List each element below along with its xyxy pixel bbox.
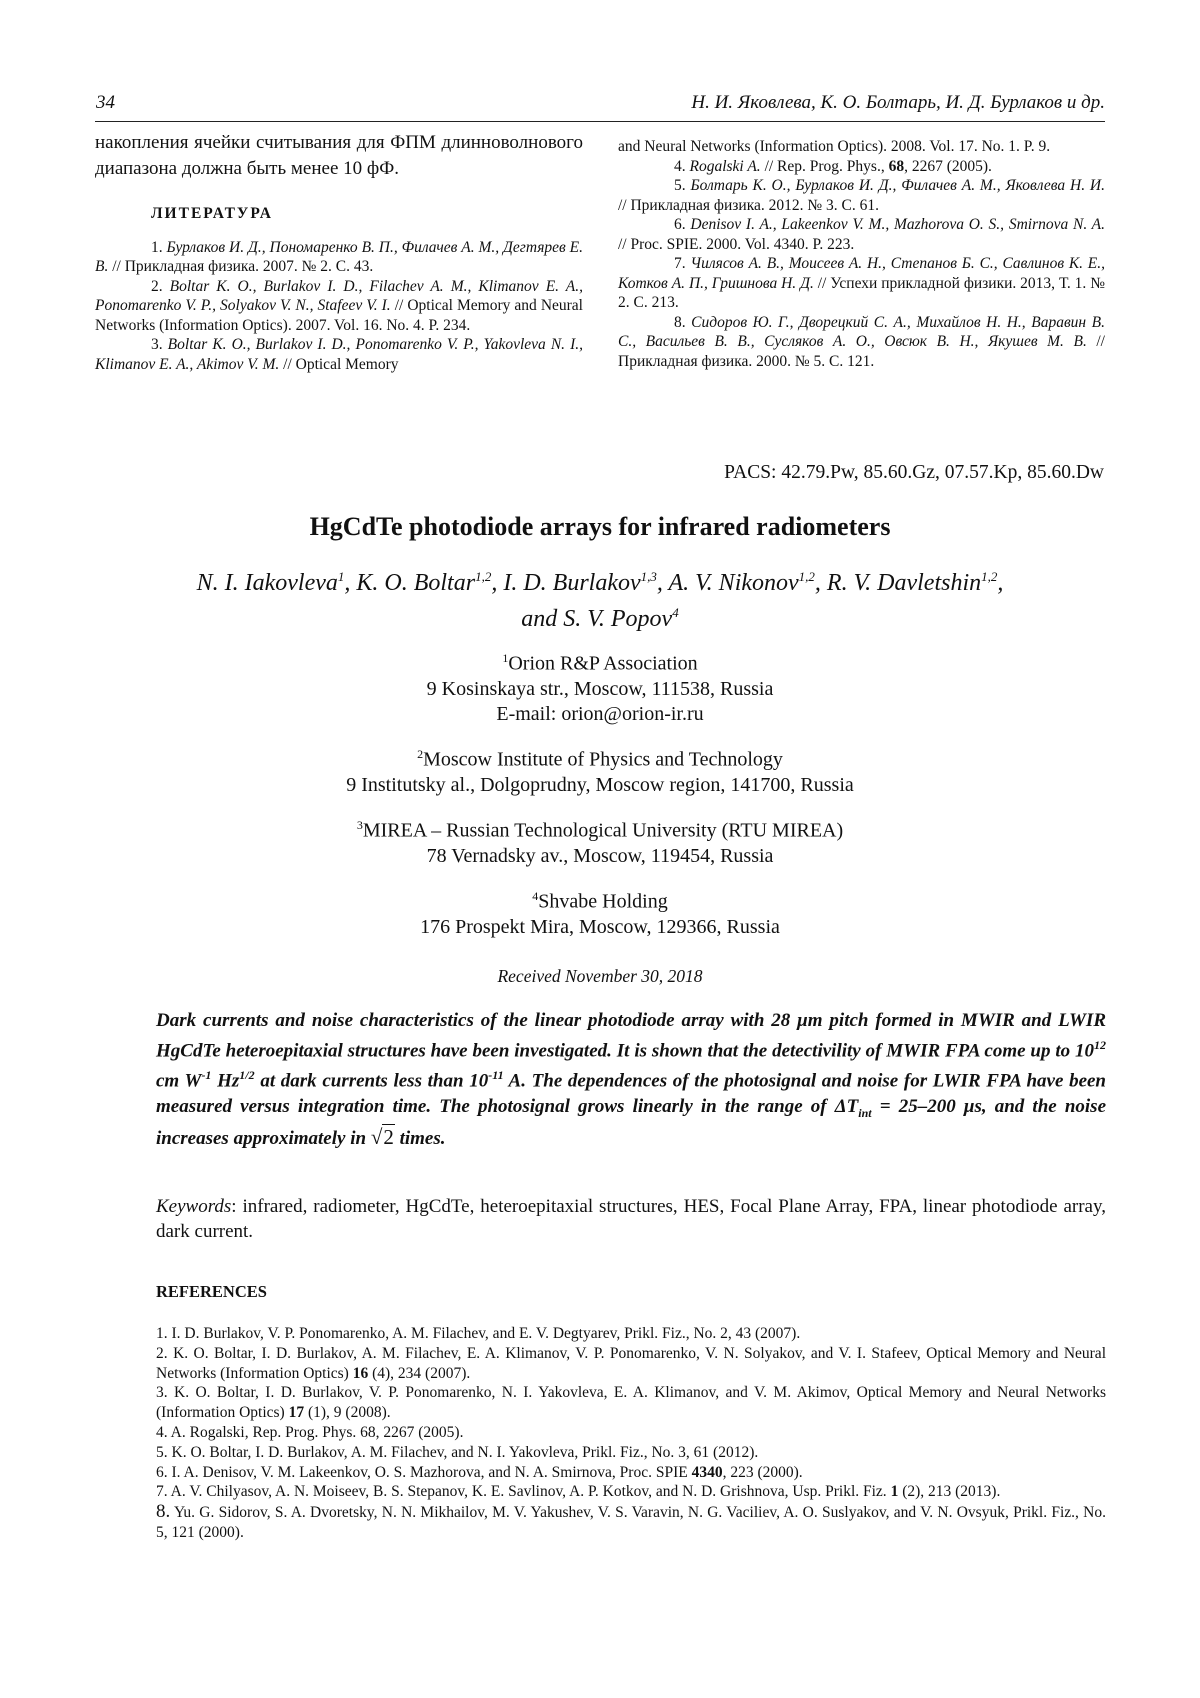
- author-list: N. I. Iakovleva1, K. O. Boltar1,2, I. D. Burlakov1,3, A. V. Nikonov1,2, R. V. Davletshin1,2, and S. V. Popov4: [0, 562, 1200, 634]
- affiliation: 1Orion R&P Association 9 Kosinskaya str., Moscow, 111538, Russia E-mail: orion@orion-ir.ru: [0, 646, 1200, 727]
- author: N. I. Iakovleva1: [197, 570, 345, 596]
- author: A. V. Nikonov1,2: [668, 570, 814, 596]
- pacs-codes: PACS: 42.79.Pw, 85.60.Gz, 07.57.Kp, 85.60.Dw: [724, 462, 1104, 484]
- ru-reference: 6. Denisov I. A., Lakeenkov V. M., Mazhorova O. S., Smirnova N. A. // Proc. SPIE. 2000. Vol. 4340. P. 223.: [618, 215, 1105, 254]
- reference-item: 3. K. O. Boltar, I. D. Burlakov, V. P. Ponomarenko, N. I. Yakovleva, E. A. Klimanov, and V. M. Akimov, Optical Memory and Neural Networks (Information Optics) 17 (1), 9 (2008).: [156, 1383, 1106, 1423]
- keywords: Keywords: infrared, radiometer, HgCdTe, heteroepitaxial structures, HES, Focal Plane Array, FPA, linear photodiode array, dark current.: [156, 1194, 1106, 1244]
- ru-reference: 1. Бурлаков И. Д., Пономаренко В. П., Филачев А. М., Дегтярев Е. В. // Прикладная физика. 2007. № 2. С. 43.: [95, 238, 583, 277]
- references-list: [156, 1324, 1106, 1543]
- ru-reference: 4. Rogalski A. // Rep. Prog. Phys., 68, 2267 (2005).: [618, 157, 1105, 177]
- ru-reference: 2. Boltar K. O., Burlakov I. D., Filachev A. M., Klimanov E. A., Ponomarenko V. P., Solyakov V. N., Stafeev V. I. // Optical Memory and Neural Networks (Information Optics). 2007. Vol. 16. No. 4. P. 234.: [95, 277, 583, 336]
- ru-reference: 8. Сидоров Ю. Г., Дворецкий С. А., Михайлов Н. Н., Варавин В. С., Васильев В. В., Сусляков А. О., Овсюк В. Н., Якушев М. В. // Прикладная физика. 2000. № 5. С. 121.: [618, 313, 1105, 372]
- author: R. V. Davletshin1,2: [827, 570, 997, 596]
- left-column: [95, 130, 583, 374]
- paper-title: HgCdTe photodiode arrays for infrared radiometers: [0, 512, 1200, 542]
- header-rule: [95, 121, 1105, 122]
- ru-reference: 3. Boltar K. O., Burlakov I. D., Ponomarenko V. P., Yakovleva N. I., Klimanov E. A., Akimov V. M. // Optical Memory: [95, 335, 583, 374]
- ref-continuation: and Neural Networks (Information Optics). 2008. Vol. 17. No. 1. P. 9.: [618, 137, 1105, 157]
- reference-item: 8. Yu. G. Sidorov, S. A. Dvoretsky, N. N. Mikhailov, M. V. Yakushev, V. S. Varavin, N. G. Vaciliev, A. O. Suslyakov, and V. N. Ovsyuk, Prikl. Fiz., No. 5, 121 (2000).: [156, 1502, 1106, 1543]
- ru-reference: 7. Чилясов А. В., Моисеев А. Н., Степанов Б. С., Савлинов К. Е., Котков А. П., Гришнова Н. Д. // Успехи прикладной физики. 2013, Т. 1. № 2. С. 213.: [618, 254, 1105, 313]
- reference-item: 6. I. A. Denisov, V. M. Lakeenkov, O. S. Mazhorova, and N. A. Smirnova, Proc. SPIE 4340, 223 (2000).: [156, 1463, 1106, 1483]
- page-number: 34: [96, 92, 115, 114]
- reference-item: 1. I. D. Burlakov, V. P. Ponomarenko, A. M. Filachev, and E. V. Degtyarev, Prikl. Fiz., No. 2, 43 (2007).: [156, 1324, 1106, 1344]
- reference-item: 2. K. O. Boltar, I. D. Burlakov, A. M. Filachev, E. A. Klimanov, V. P. Ponomarenko, V. N. Solyakov, and V. I. Stafeev, Optical Memory and Neural Networks (Information Optics) 16 (4), 234 (2007).: [156, 1344, 1106, 1384]
- affiliation: 4Shvabe Holding 176 Prospekt Mira, Moscow, 129366, Russia: [0, 884, 1200, 940]
- reference-item: 5. K. O. Boltar, I. D. Burlakov, A. M. Filachev, and N. I. Yakovleva, Prikl. Fiz., No. 3, 61 (2012).: [156, 1443, 1106, 1463]
- affiliation: 3MIREA – Russian Technological University (RTU MIREA) 78 Vernadsky av., Moscow, 119454, Russia: [0, 813, 1200, 869]
- running-header-authors: Н. И. Яковлева, К. О. Болтарь, И. Д. Бурлаков и др.: [691, 92, 1105, 114]
- references-heading: REFERENCES: [156, 1282, 267, 1302]
- received-date: Received November 30, 2018: [0, 966, 1200, 987]
- sqrt-symbol: √2: [371, 1125, 395, 1150]
- reference-item: 4. A. Rogalski, Rep. Prog. Phys. 68, 2267 (2005).: [156, 1423, 1106, 1443]
- author: K. O. Boltar1,2: [356, 570, 491, 596]
- right-column: [618, 137, 1105, 371]
- author: I. D. Burlakov1,3: [503, 570, 657, 596]
- reference-item: 7. A. V. Chilyasov, A. N. Moiseev, B. S. Stepanov, K. E. Savlinov, A. P. Kotkov, and N. D. Grishnova, Usp. Prikl. Fiz. 1 (2), 213 (2013).: [156, 1482, 1106, 1502]
- abstract: Dark currents and noise characteristics of the linear photodiode array with 28 μm pitch formed in MWIR and LWIR HgCdTe heteroepitaxial structures have been investigated. It is shown that the detectivility of MWIR FPA come up to 1012 cm W-1 Hz1/2 at dark currents less than 10-11 A. The dependences of the photosignal and noise for LWIR FPA have been measured versus integration time. The photosignal grows linearly in the range of ΔTint = 25–200 μs, and the noise increases approximately in √2 times.: [156, 1008, 1106, 1151]
- author: S. V. Popov4: [563, 606, 678, 632]
- affiliation: 2Moscow Institute of Physics and Technology 9 Institutsky al., Dolgoprudny, Moscow region, 141700, Russia: [0, 742, 1200, 798]
- literature-heading: ЛИТЕРАТУРА: [151, 204, 583, 224]
- intro-text: накопления ячейки считывания для ФПМ длинноволнового диапазона должна быть менее 10 фФ.: [95, 130, 583, 182]
- ru-reference: 5. Болтарь К. О., Бурлаков И. Д., Филачев А. М., Яковлева Н. И. // Прикладная физика. 2012. № 3. С. 61.: [618, 176, 1105, 215]
